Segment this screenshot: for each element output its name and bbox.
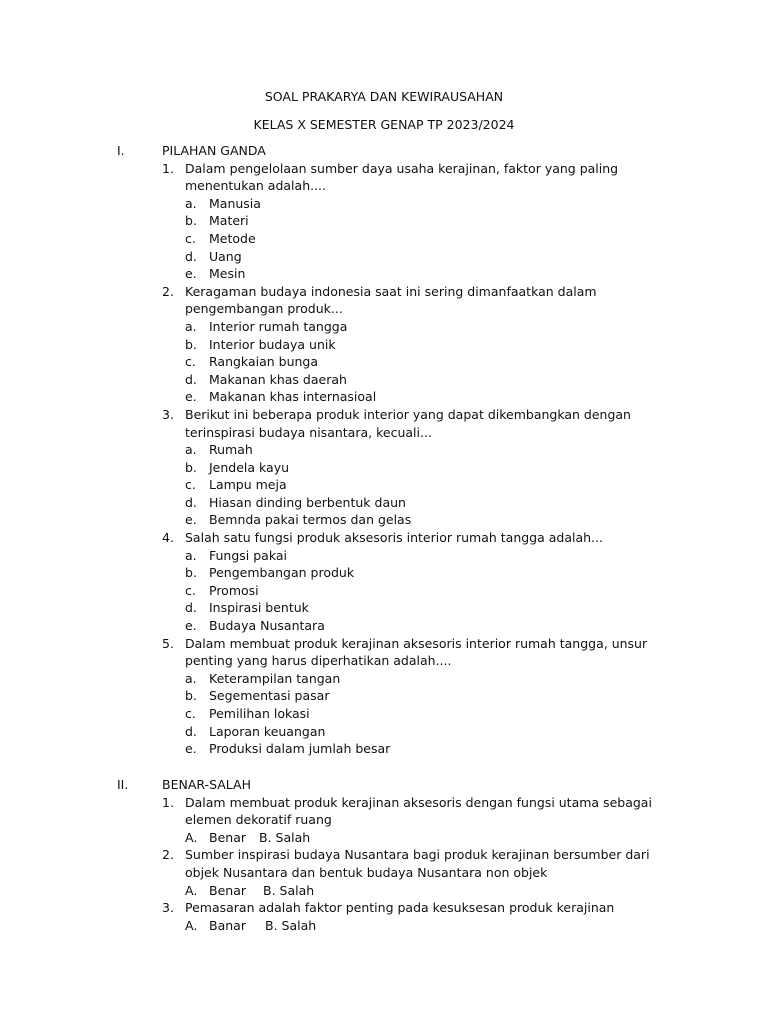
option-item	[117, 740, 677, 758]
option-text: Budaya Nusantara	[209, 618, 325, 634]
answer-choices	[185, 829, 677, 847]
question-text: Berikut ini beberapa produk interior yang dapat dikembangkan dengan terinspirasi budaya nisantara, kecuali...	[185, 406, 631, 440]
question-text: Keragaman budaya indonesia saat ini sering dimanfaatkan dalam pengembangan produk...	[185, 283, 597, 317]
option-item	[117, 336, 677, 354]
option-letter: d.	[185, 494, 197, 510]
option-item	[117, 564, 677, 582]
answer-b: B. Salah	[265, 917, 317, 933]
option-text: Inspirasi bentuk	[209, 600, 309, 616]
option-letter: a.	[185, 670, 197, 686]
option-text: Produksi dalam jumlah besar	[209, 741, 391, 757]
option-letter: c.	[185, 354, 196, 370]
section-number: II.	[117, 777, 129, 792]
option-item	[117, 318, 677, 336]
option-letter: b.	[185, 336, 197, 352]
section-title: PILAHAN GANDA	[162, 143, 266, 158]
option-letter: c.	[185, 582, 196, 598]
option-item	[117, 617, 677, 635]
option-item	[117, 441, 677, 459]
question-item	[117, 794, 677, 847]
answer-b: B. Salah	[259, 829, 311, 845]
question-item	[117, 635, 677, 758]
question-item	[117, 160, 677, 283]
question-number: 1.	[162, 160, 174, 176]
option-letter: e.	[185, 741, 197, 757]
question-number: 2.	[162, 283, 174, 299]
option-text: Interior budaya unik	[209, 336, 336, 352]
option-text: Segementasi pasar	[209, 688, 330, 704]
document-title: SOAL PRAKARYA DAN KEWIRAUSAHAN	[264, 89, 504, 104]
option-item	[117, 494, 677, 512]
option-text: Materi	[209, 213, 249, 229]
option-text: Rumah	[209, 442, 253, 458]
option-text: Fungsi pakai	[209, 547, 287, 563]
option-letter: b.	[185, 459, 197, 475]
option-letter: e.	[185, 618, 197, 634]
option-item	[117, 265, 677, 283]
question-item	[117, 899, 677, 934]
option-list	[185, 670, 677, 758]
question-item	[117, 406, 677, 529]
option-text: Pengembangan produk	[209, 565, 355, 581]
answer-a-letter: A.	[185, 882, 198, 898]
question-number: 3.	[162, 406, 174, 422]
option-letter: a.	[185, 547, 197, 563]
section-number: I.	[117, 143, 125, 158]
answer-a-letter: A.	[185, 829, 198, 845]
question-text: Pemasaran adalah faktor penting pada kesuksesan produk kerajinan	[185, 900, 615, 916]
question-number: 5.	[162, 635, 174, 651]
option-letter: e.	[185, 512, 197, 528]
option-item	[117, 687, 677, 705]
option-text: Interior rumah tangga	[209, 318, 348, 334]
option-letter: d.	[185, 600, 197, 616]
option-text: Uang	[209, 248, 242, 264]
option-letter: d.	[185, 723, 197, 739]
option-letter: e.	[185, 389, 197, 405]
option-list	[185, 318, 677, 406]
option-text: Promosi	[209, 582, 259, 598]
question-item	[117, 283, 677, 406]
option-text: Makanan khas internasioal	[209, 389, 377, 405]
option-letter: a.	[185, 195, 197, 211]
option-item	[117, 599, 677, 617]
document-subtitle: KELAS X SEMESTER GENAP TP 2023/2024	[253, 117, 515, 132]
option-text: Mesin	[209, 266, 246, 282]
option-letter: a.	[185, 318, 197, 334]
option-item	[117, 670, 677, 688]
question-number: 2.	[162, 847, 174, 863]
answer-choices	[185, 917, 677, 935]
option-letter: b.	[185, 565, 197, 581]
option-item	[117, 195, 677, 213]
option-item	[117, 582, 677, 600]
question-text: Salah satu fungsi produk aksesoris interior rumah tangga adalah...	[185, 530, 603, 546]
answer-b: B. Salah	[263, 882, 315, 898]
option-list	[185, 441, 677, 529]
option-item	[117, 371, 677, 389]
option-letter: d.	[185, 248, 197, 264]
question-text: Dalam membuat produk kerajinan aksesoris dengan fungsi utama sebagai elemen dekoratif ruang	[185, 794, 652, 828]
option-letter: c.	[185, 477, 196, 493]
option-item	[117, 723, 677, 741]
option-text: Pemilihan lokasi	[209, 706, 310, 721]
option-list	[185, 547, 677, 635]
section-multiple-choice	[117, 142, 677, 758]
option-list	[185, 195, 677, 283]
option-item	[117, 212, 677, 230]
option-item	[117, 388, 677, 406]
option-text: Keterampilan tangan	[209, 670, 341, 686]
option-item	[117, 476, 677, 494]
option-text: Metode	[209, 230, 256, 246]
option-letter: c.	[185, 706, 196, 721]
option-item	[117, 248, 677, 266]
question-text: Dalam pengelolaan sumber daya usaha kerajinan, faktor yang paling menentukan adalah....	[185, 160, 619, 194]
question-text: Sumber inspirasi budaya Nusantara bagi produk kerajinan bersumber dari objek Nusantara dan bentuk budaya Nusantara non objek	[185, 847, 650, 880]
section-true-false	[117, 776, 677, 934]
option-letter: b.	[185, 688, 197, 704]
option-text: Lampu meja	[209, 477, 287, 493]
option-letter: b.	[185, 213, 197, 229]
section-title: BENAR-SALAH	[162, 777, 251, 792]
question-number: 3.	[162, 900, 174, 916]
section-heading	[117, 142, 677, 160]
question-item	[117, 846, 677, 899]
option-letter: d.	[185, 371, 197, 387]
question-number: 1.	[162, 794, 174, 810]
option-text: Rangkaian bunga	[209, 354, 319, 370]
answer-choices	[185, 882, 677, 900]
option-item	[117, 459, 677, 477]
option-item	[117, 511, 677, 529]
option-item	[117, 230, 677, 248]
option-text: Bemnda pakai termos dan gelas	[209, 512, 412, 528]
question-number: 4.	[162, 530, 174, 546]
option-letter: a.	[185, 442, 197, 458]
answer-a: Banar	[209, 917, 246, 933]
option-item	[117, 547, 677, 565]
option-letter: e.	[185, 266, 197, 282]
answer-a: Benar	[209, 829, 246, 845]
option-text: Manusia	[209, 195, 261, 211]
option-item	[117, 705, 677, 723]
question-text: Dalam membuat produk kerajinan aksesoris interior rumah tangga, unsur penting yang harus diperhatikan adalah....	[185, 635, 648, 669]
option-text: Jendela kayu	[209, 459, 290, 475]
option-letter: c.	[185, 230, 196, 246]
option-text: Makanan khas daerah	[209, 371, 347, 387]
answer-a-letter: A.	[185, 917, 198, 933]
section-heading	[117, 776, 677, 794]
option-text: Laporan keuangan	[209, 723, 326, 739]
option-text: Hiasan dinding berbentuk daun	[209, 494, 406, 510]
question-item	[117, 529, 677, 635]
option-item	[117, 353, 677, 371]
answer-a: Benar	[209, 882, 246, 898]
